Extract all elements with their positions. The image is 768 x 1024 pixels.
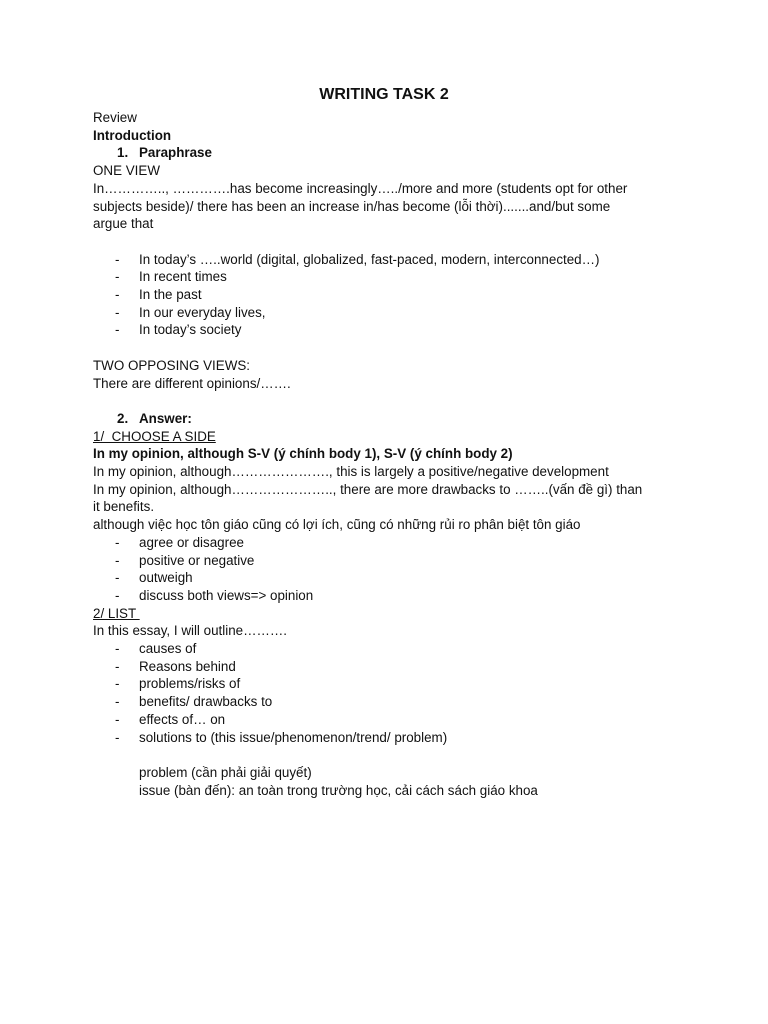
spacer [93, 746, 693, 764]
two-views-heading: TWO OPPOSING VIEWS: [93, 357, 250, 373]
outline-list [93, 640, 693, 746]
answer-label: Answer: [139, 410, 192, 426]
dash-marker: - [115, 552, 120, 568]
dash-marker: - [115, 322, 120, 338]
answer-heading [93, 410, 693, 428]
paraphrase-heading [93, 144, 693, 162]
dash-marker: - [115, 587, 120, 603]
paraphrase-number: 1. [117, 145, 129, 161]
choose-side-line: it benefits. [93, 499, 155, 515]
dash-marker: - [115, 534, 120, 550]
one-view-heading: ONE VIEW [93, 163, 160, 179]
dash-marker: - [115, 287, 120, 303]
spacer [93, 233, 693, 251]
paraphrase-label: Paraphrase [139, 145, 212, 161]
one-view-text-line: argue that [93, 216, 154, 232]
list-item: - In the past [93, 286, 693, 304]
answer-number: 2. [117, 410, 129, 426]
list-item: - In our everyday lives, [93, 304, 693, 322]
document-content [93, 86, 693, 799]
one-view-text-line: subjects beside)/ there has been an increase in/has become (lỗi thời).......and/but some [93, 198, 611, 214]
dash-marker: - [115, 269, 120, 285]
list-item: - Reasons behind [93, 658, 693, 676]
document-title: WRITING TASK 2 [319, 86, 449, 103]
list-item: - agree or disagree [93, 534, 693, 552]
list-intro: In this essay, I will outline………. [93, 623, 287, 639]
note-line: issue (bàn đến): an toàn trong trường học, cải cách sách giáo khoa [139, 782, 538, 798]
introduction-heading: Introduction [93, 127, 172, 143]
dash-marker: - [115, 694, 120, 710]
choose-side-line: In my opinion, although…………………., this is largely a positive/negative development [93, 464, 609, 480]
dash-marker: - [115, 729, 120, 745]
review-label: Review [93, 110, 137, 125]
note-line: problem (cần phải giải quyết) [139, 764, 312, 780]
dash-marker: - [115, 251, 120, 267]
spacer [93, 339, 693, 357]
list-item: - In today’s society [93, 321, 693, 339]
two-views-text: There are different opinions/……. [93, 375, 291, 391]
list-item: - outweigh [93, 569, 693, 587]
list-item: - In today’s …..world (digital, globalized, fast-paced, modern, interconnected…) [93, 251, 693, 269]
choose-side-line: In my opinion, although………………….., there are more drawbacks to ……..(vấn đề gì) than [93, 481, 643, 497]
choose-side-list [93, 534, 693, 605]
list-item: - problems/risks of [93, 675, 693, 693]
choose-side-line: although việc học tôn giáo cũng có lợi ích, cũng có những rủi ro phân biệt tôn giáo [93, 517, 581, 533]
list-item: - effects of… on [93, 711, 693, 729]
list-item: - benefits/ drawbacks to [93, 693, 693, 711]
choose-side-formula: In my opinion, although S-V (ý chính body 1), S-V (ý chính body 2) [93, 446, 513, 462]
one-view-list [93, 251, 693, 340]
list-item: - causes of [93, 640, 693, 658]
dash-marker: - [115, 658, 120, 674]
list-item: - In recent times [93, 268, 693, 286]
dash-marker: - [115, 711, 120, 727]
choose-side-heading: 1/ CHOOSE A SIDE [93, 428, 216, 444]
dash-marker: - [115, 304, 120, 320]
dash-marker: - [115, 641, 120, 657]
one-view-text-line: In………….., ………….has become increasingly…../more and more (students opt for other [93, 180, 628, 196]
list-item: - positive or negative [93, 552, 693, 570]
list-item: - solutions to (this issue/phenomenon/trend/ problem) [93, 729, 693, 747]
list-heading: 2/ LIST [93, 605, 140, 621]
dash-marker: - [115, 676, 120, 692]
dash-marker: - [115, 570, 120, 586]
list-item: - discuss both views=> opinion [93, 587, 693, 605]
spacer [93, 392, 693, 410]
